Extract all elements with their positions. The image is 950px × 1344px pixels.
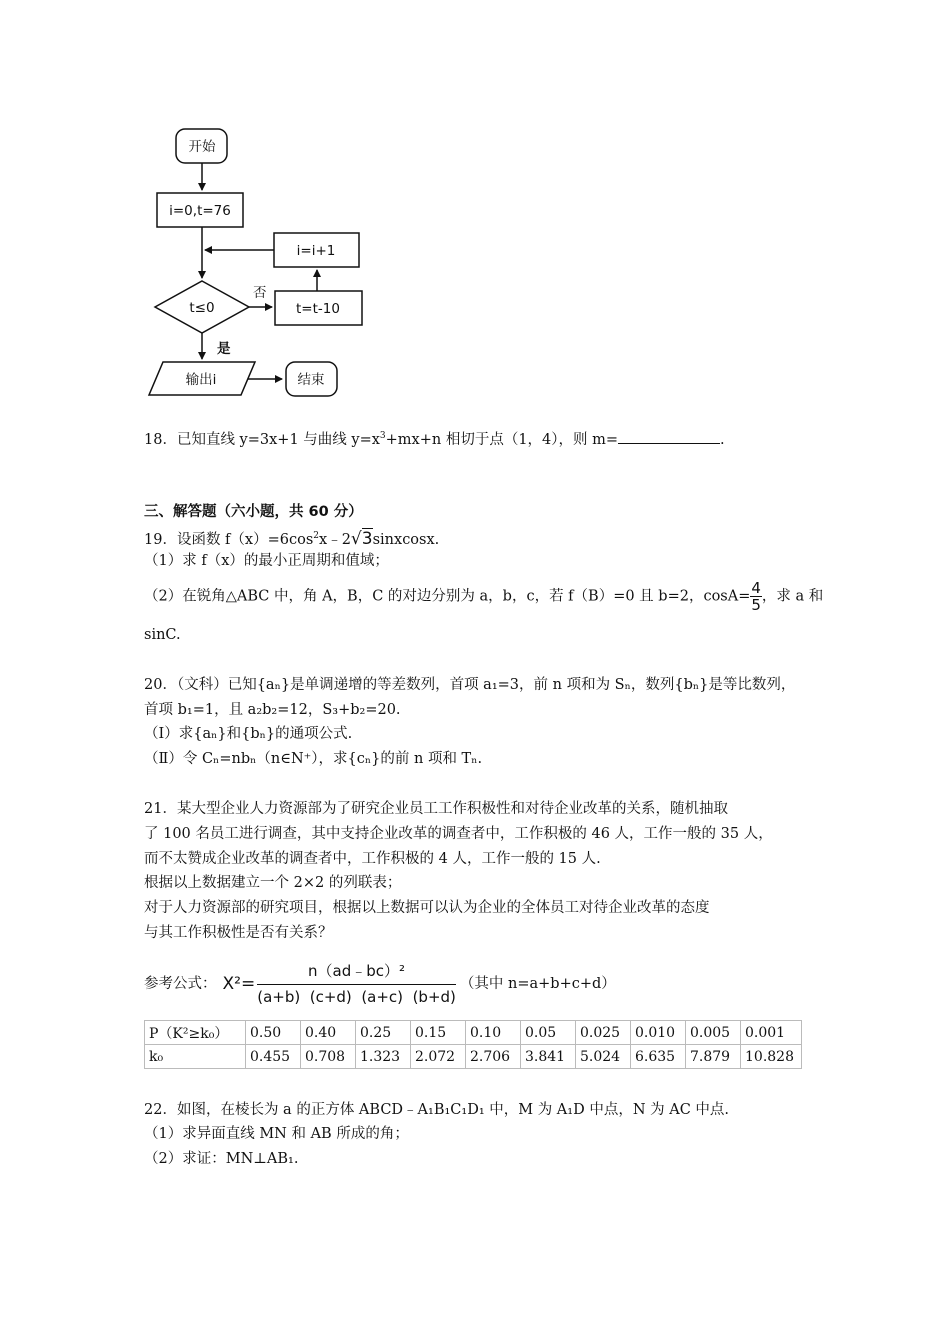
- q19-line1: [144, 526, 439, 550]
- reference-formula: [144, 958, 616, 1010]
- table-row: [145, 1021, 802, 1045]
- q20-line3: （Ⅰ）求{aₙ}和{bₙ}的通项公式.: [144, 726, 353, 742]
- update-label: t=t-10: [296, 301, 340, 317]
- q20-line4: （Ⅱ）令 Cₙ=nbₙ（n∈N⁺），求{cₙ}的前 n 项和 Tₙ.: [144, 751, 483, 767]
- flowchart: [0, 0, 950, 400]
- table-cell: 6.635: [631, 1045, 686, 1069]
- table-cell: 0.50: [246, 1021, 301, 1045]
- no-label: 否: [253, 285, 267, 301]
- q19-line3-a: （2）在锐角△ABC 中，角 A，B，C 的对边分别为 a，b，c，若 f（B）=0 且 b=2，cosA=: [144, 588, 751, 605]
- q18-prefix: 18．已知直线 y=3x+1 与曲线 y=x: [144, 431, 380, 448]
- formula-label: 参考公式：: [144, 976, 217, 992]
- q22-line1: 22．如图，在棱长为 a 的正方体 ABCD﹣A₁B₁C₁D₁ 中，M 为 A₁D 中点，N 为 AC 中点.: [144, 1102, 730, 1118]
- question-18: [144, 426, 725, 450]
- q21-line2: 了 100 名员工进行调查，其中支持企业改革的调查者中，工作积极的 46 人，工作一般的 35 人，: [144, 826, 773, 842]
- q21-line3: 而不太赞成企业改革的调查者中，工作积极的 4 人，工作一般的 15 人.: [144, 851, 601, 867]
- table-cell: 0.010: [631, 1021, 686, 1045]
- reference-table: [144, 1020, 802, 1069]
- q19-line1-c: sinxcosx.: [372, 531, 440, 548]
- table-cell: 0.05: [521, 1021, 576, 1045]
- cond-label: t≤0: [189, 300, 215, 316]
- q19-line1-a: 19．设函数 f（x）=6cos: [144, 531, 314, 548]
- table-cell: k₀: [145, 1045, 246, 1069]
- incr-label: i=i+1: [296, 243, 336, 259]
- q19-line1-sup: 2: [313, 531, 320, 541]
- table-row: [145, 1045, 802, 1069]
- answer-blank[interactable]: [618, 429, 720, 444]
- q21-line6: 与其工作积极性是否有关系？: [144, 925, 333, 941]
- q21-line4: 根据以上数据建立一个 2×2 的列联表；: [144, 875, 402, 891]
- formula-fraction: [257, 960, 456, 1008]
- frac-den: 5: [751, 596, 761, 614]
- formula-note: （其中 n=a+b+c+d）: [459, 976, 616, 992]
- frac-num: 4: [751, 579, 761, 597]
- table-cell: 0.708: [301, 1045, 356, 1069]
- q19-line3-b: ，求 a 和: [761, 588, 824, 605]
- q18-suffix: +mx+n 相切于点（1，4），则 m=: [385, 431, 619, 448]
- table-cell: 0.455: [246, 1045, 301, 1069]
- formula-numerator: n（ad﹣bc）²: [257, 960, 456, 985]
- table-cell: 0.001: [741, 1021, 802, 1045]
- q18-sup: 3: [379, 431, 386, 441]
- table-cell: 0.10: [466, 1021, 521, 1045]
- yes-label: 是: [217, 341, 231, 357]
- q20-line2: 首项 b₁=1，且 a₂b₂=12，S₃+b₂=20.: [144, 702, 401, 718]
- q21-line5: 对于人力资源部的研究项目，根据以上数据可以认为企业的全体员工对待企业改革的态度: [144, 900, 710, 916]
- table-cell: 0.025: [576, 1021, 631, 1045]
- table-cell: 5.024: [576, 1045, 631, 1069]
- q21-line1: 21．某大型企业人力资源部为了研究企业员工工作积极性和对待企业改革的关系，随机抽取: [144, 801, 728, 817]
- table-cell: P（K²≥k₀）: [145, 1021, 246, 1045]
- q19-line3: [144, 580, 823, 613]
- table-cell: 0.005: [686, 1021, 741, 1045]
- q19-line4: sinC.: [144, 627, 181, 643]
- formula-denominator: (a+b) (c+d) (a+c) (b+d): [257, 988, 456, 1006]
- q19-line1-b: x﹣2: [319, 531, 351, 548]
- table-cell: 0.25: [356, 1021, 411, 1045]
- end-label: 结束: [297, 372, 325, 388]
- table-cell: 7.879: [686, 1045, 741, 1069]
- table-cell: 3.841: [521, 1045, 576, 1069]
- fraction-4-5: [750, 580, 762, 613]
- q19-root: 3: [361, 528, 373, 549]
- table-cell: 0.15: [411, 1021, 466, 1045]
- table-cell: 1.323: [356, 1045, 411, 1069]
- q20-line1: 20．（文科）已知{aₙ}是单调递增的等差数列，首项 a₁=3，前 n 项和为 Sₙ，数列{bₙ}是等比数列，: [144, 677, 796, 693]
- q19-line2: （1）求 f（x）的最小正周期和值域；: [144, 553, 389, 569]
- start-label: 开始: [188, 139, 216, 155]
- q18-tail: .: [720, 431, 725, 448]
- init-label: i=0,t=76: [169, 203, 231, 219]
- section-title: 三、解答题（六小题，共 60 分）: [144, 504, 363, 520]
- table-cell: 2.706: [466, 1045, 521, 1069]
- table-cell: 10.828: [741, 1045, 802, 1069]
- table-cell: 2.072: [411, 1045, 466, 1069]
- q22-line3: （2）求证：MN⊥AB₁.: [144, 1151, 299, 1167]
- formula-lhs: X²=: [222, 974, 256, 994]
- table-cell: 0.40: [301, 1021, 356, 1045]
- sqrt-sign: √: [350, 528, 362, 549]
- output-label: 输出i: [185, 372, 217, 388]
- q22-line2: （1）求异面直线 MN 和 AB 所成的角；: [144, 1126, 409, 1142]
